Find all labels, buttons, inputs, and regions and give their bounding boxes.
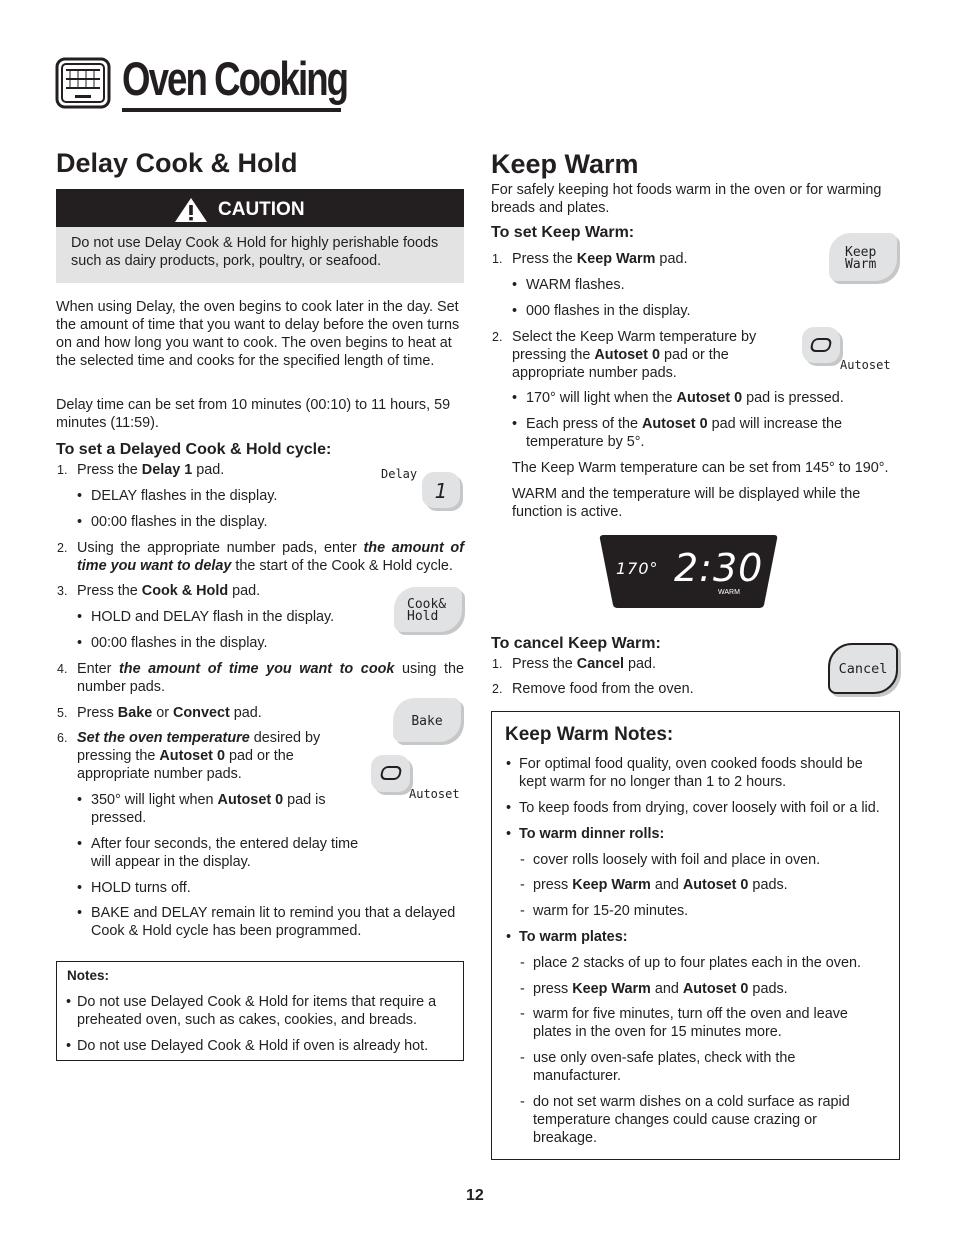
dash: - (520, 877, 525, 893)
bullet: • (506, 826, 512, 842)
delay-step-3: Press the Cook & Hold pad. (77, 583, 261, 599)
note-1: Do not use Delayed Cook & Hold for items that require a preheated oven, such as cakes, cookies, and breads. (77, 994, 437, 1028)
bullet: • (66, 1038, 72, 1054)
bullet: • (512, 277, 518, 293)
delay-step-6-bullet-3: HOLD turns off. (91, 880, 191, 896)
keep-warm-pad[interactable]: Keep Warm (829, 233, 897, 281)
bullet: • (77, 635, 83, 651)
bullet: • (506, 800, 512, 816)
delay-step-5: Press Bake or Convect pad. (77, 705, 262, 721)
keepwarm-intro: For safely keeping hot foods warm in the oven or for warming breads and plates. (491, 182, 882, 216)
display-temperature: 170° (616, 559, 659, 578)
dash: - (520, 1094, 525, 1110)
plates-step-4: use only oven-safe plates, check with the manufacturer. (533, 1050, 796, 1084)
dash: - (520, 955, 525, 971)
bullet: • (77, 905, 83, 921)
step-number: 6. (57, 731, 68, 745)
delay-step-3-bullet-2: 00:00 flashes in the display. (91, 635, 268, 651)
step-number: 1. (57, 463, 68, 477)
kw-note-3: To warm dinner rolls: (519, 826, 665, 842)
set-keepwarm-title: To set Keep Warm: (491, 224, 635, 241)
delay-step-3-bullet-1: HOLD and DELAY flash in the display. (91, 609, 335, 625)
title-underline (122, 108, 341, 112)
step-number: 2. (492, 682, 503, 696)
step-number: 2. (57, 541, 68, 555)
display-mode: WARM (718, 589, 740, 596)
bullet: • (66, 994, 72, 1010)
delay-step-2: Using the appropriate number pads, enter the amount of time you want to delay the start of the Cook & Hold cycle. (77, 540, 464, 574)
bake-pad[interactable]: Bake (393, 698, 461, 742)
oven-icon (55, 57, 111, 109)
step-number: 2. (492, 330, 503, 344)
delay-range: Delay time can be set from 10 minutes (00:10) to 11 hours, 59 minutes (11:59). (56, 397, 451, 431)
kw-note-4: To warm plates: (519, 929, 628, 945)
plates-step-2: press Keep Warm and Autoset 0 pads. (533, 981, 788, 997)
keepwarm-step-2-bullet-2: Each press of the Autoset 0 pad will increase the temperature by 5°. (526, 416, 842, 450)
bullet: • (506, 756, 512, 772)
bullet: • (512, 303, 518, 319)
delay-step-6: Set the oven temperature desired by pressing the Autoset 0 pad or the appropriate number pads. (77, 730, 321, 782)
keepwarm-step-1: Press the Keep Warm pad. (512, 251, 688, 267)
plates-step-3: warm for five minutes, turn off the oven and leave plates in the oven for 15 minutes more. (533, 1006, 848, 1040)
notes-title: Notes: (67, 968, 110, 983)
bullet: • (77, 609, 83, 625)
delay-steps-title: To set a Delayed Cook & Hold cycle: (56, 441, 332, 458)
step-number: 1. (492, 252, 503, 266)
delay-step-6-bullet-2: After four seconds, the entered delay time will appear in the display. (91, 836, 359, 870)
rolls-step-3: warm for 15-20 minutes. (533, 903, 689, 919)
autoset-pad-label: Autoset (840, 358, 891, 372)
autoset-0-pad[interactable] (802, 327, 840, 363)
kw-note-2: To keep foods from drying, cover loosely with foil or a lid. (519, 800, 880, 816)
cancel-step-1: Press the Cancel pad. (512, 656, 657, 672)
keepwarm-step-2-bullet-1: 170° will light when the Autoset 0 pad is pressed. (526, 390, 844, 406)
keepwarm-range: The Keep Warm temperature can be set from 145° to 190°. (512, 460, 889, 476)
bullet: • (77, 792, 83, 808)
dash: - (520, 903, 525, 919)
delay-section-title: Delay Cook & Hold (56, 148, 298, 178)
delay-1-pad[interactable]: 1 (422, 472, 460, 508)
bullet: • (77, 514, 83, 530)
plates-step-1: place 2 stacks of up to four plates each in the oven. (533, 955, 861, 971)
bullet: • (77, 488, 83, 504)
cancel-step-2: Remove food from the oven. (512, 681, 694, 697)
delay-step-1-bullet-2: 00:00 flashes in the display. (91, 514, 268, 530)
page-title: Oven Cooking (122, 52, 348, 105)
keepwarm-step-1-bullet-2: 000 flashes in the display. (526, 303, 691, 319)
keepwarm-notes-title: Keep Warm Notes: (505, 724, 674, 745)
oven-display (598, 533, 779, 610)
autoset-0-pad[interactable] (371, 755, 410, 792)
bullet: • (77, 836, 83, 852)
dash: - (520, 852, 525, 868)
step-number: 5. (57, 706, 68, 720)
delay-intro: When using Delay, the oven begins to cook later in the day. Set the amount of time that you want to delay before the oven turns on and how long you want to cook. The oven begins to heat at the selected time and cooks for the specified length of time. (56, 299, 460, 369)
page-number: 12 (466, 1187, 484, 1204)
rolls-step-1: cover rolls loosely with foil and place in oven. (533, 852, 821, 868)
cancel-keepwarm-title: To cancel Keep Warm: (491, 635, 661, 652)
delay-step-4: Enter the amount of time you want to cook using the number pads. (77, 661, 464, 695)
kw-note-1: For optimal food quality, oven cooked foods should be kept warm for no longer than 1 to 2 hours. (519, 756, 863, 790)
cancel-pad[interactable]: Cancel (828, 643, 898, 694)
delay-step-6-bullet-4: BAKE and DELAY remain lit to remind you that a delayed Cook & Hold cycle has been programmed. (91, 905, 456, 939)
keepwarm-step-1-bullet-1: WARM flashes. (526, 277, 625, 293)
plates-step-5: do not set warm dishes on a cold surface as rapid temperature changes could cause crazing or breakage. (533, 1094, 850, 1146)
cook-hold-pad[interactable]: Cook& Hold (394, 587, 462, 632)
keepwarm-section-title: Keep Warm (491, 149, 639, 179)
dash: - (520, 1006, 525, 1022)
delay-step-1-bullet-1: DELAY flashes in the display. (91, 488, 278, 504)
note-2: Do not use Delayed Cook & Hold if oven is already hot. (77, 1038, 429, 1054)
display-time: 2:30 (674, 546, 764, 590)
keepwarm-note: WARM and the temperature will be displayed while the function is active. (512, 486, 861, 520)
bullet: • (512, 416, 518, 432)
bullet: • (512, 390, 518, 406)
dash: - (520, 981, 525, 997)
autoset-pad-label: Autoset (409, 787, 460, 801)
caution-text: Do not use Delay Cook & Hold for highly perishable foods such as dairy products, pork, poultry, or seafood. (71, 235, 439, 269)
delay-step-6-bullet-1: 350° will light when Autoset 0 pad is pressed. (91, 792, 326, 826)
step-number: 4. (57, 662, 68, 676)
warning-triangle-icon (174, 197, 208, 223)
keepwarm-step-2: Select the Keep Warm temperature by pressing the Autoset 0 pad or the appropriate number pads. (512, 329, 757, 381)
dash: - (520, 1050, 525, 1066)
step-number: 1. (492, 657, 503, 671)
delay-step-1: Press the Delay 1 pad. (77, 462, 225, 478)
rolls-step-2: press Keep Warm and Autoset 0 pads. (533, 877, 788, 893)
bullet: • (506, 929, 512, 945)
step-number: 3. (57, 584, 68, 598)
delay-pad-label: Delay (381, 467, 418, 481)
caution-label: CAUTION (218, 199, 305, 220)
bullet: • (77, 880, 83, 896)
